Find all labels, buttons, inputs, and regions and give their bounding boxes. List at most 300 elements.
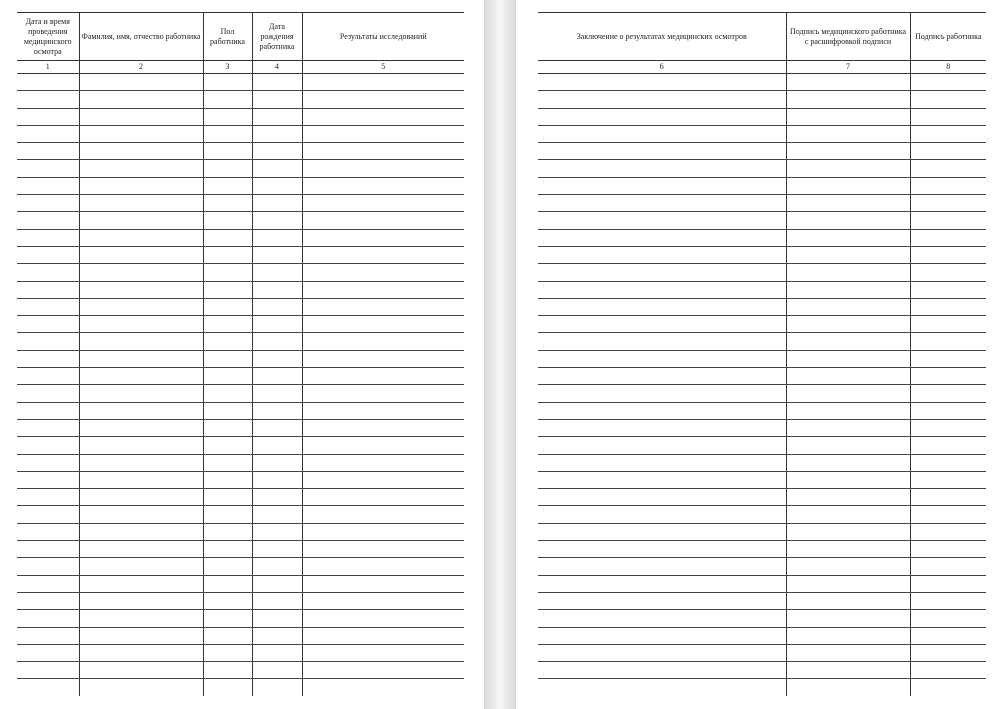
empty-cell[interactable] xyxy=(252,419,302,436)
empty-cell[interactable] xyxy=(302,454,464,471)
empty-cell[interactable] xyxy=(538,541,786,558)
table-row xyxy=(538,74,986,91)
empty-cell[interactable] xyxy=(203,125,252,142)
empty-cell[interactable] xyxy=(252,229,302,246)
empty-cell[interactable] xyxy=(786,610,910,627)
empty-cell[interactable] xyxy=(910,91,986,108)
empty-cell[interactable] xyxy=(252,662,302,679)
empty-cell[interactable] xyxy=(538,74,786,91)
empty-cell[interactable] xyxy=(786,212,910,229)
empty-cell[interactable] xyxy=(79,402,203,419)
empty-cell[interactable] xyxy=(538,246,786,263)
empty-cell[interactable] xyxy=(302,541,464,558)
empty-cell[interactable] xyxy=(79,471,203,488)
empty-cell[interactable] xyxy=(910,333,986,350)
empty-cell[interactable] xyxy=(203,298,252,315)
empty-cell[interactable] xyxy=(786,679,910,696)
empty-cell[interactable] xyxy=(252,264,302,281)
empty-cell[interactable] xyxy=(17,246,79,263)
empty-cell[interactable] xyxy=(17,281,79,298)
empty-cell[interactable] xyxy=(910,523,986,540)
empty-cell[interactable] xyxy=(17,229,79,246)
empty-cell[interactable] xyxy=(302,627,464,644)
empty-cell[interactable] xyxy=(786,385,910,402)
empty-cell[interactable] xyxy=(203,316,252,333)
empty-cell[interactable] xyxy=(17,143,79,160)
empty-cell[interactable] xyxy=(17,437,79,454)
empty-cell[interactable] xyxy=(203,402,252,419)
empty-cell[interactable] xyxy=(252,506,302,523)
empty-cell[interactable] xyxy=(910,610,986,627)
empty-cell[interactable] xyxy=(302,281,464,298)
empty-cell[interactable] xyxy=(302,125,464,142)
table-row xyxy=(17,195,464,212)
empty-cell[interactable] xyxy=(786,281,910,298)
empty-cell[interactable] xyxy=(302,558,464,575)
empty-cell[interactable] xyxy=(910,350,986,367)
empty-cell[interactable] xyxy=(910,264,986,281)
empty-cell[interactable] xyxy=(538,506,786,523)
empty-cell[interactable] xyxy=(302,298,464,315)
empty-cell[interactable] xyxy=(538,437,786,454)
empty-cell[interactable] xyxy=(302,264,464,281)
empty-cell[interactable] xyxy=(302,437,464,454)
empty-cell[interactable] xyxy=(538,610,786,627)
empty-cell[interactable] xyxy=(79,316,203,333)
empty-cell[interactable] xyxy=(910,402,986,419)
empty-cell[interactable] xyxy=(302,471,464,488)
table-row xyxy=(17,385,464,402)
empty-cell[interactable] xyxy=(79,368,203,385)
empty-cell[interactable] xyxy=(203,229,252,246)
empty-cell[interactable] xyxy=(786,523,910,540)
empty-cell[interactable] xyxy=(79,575,203,592)
empty-cell[interactable] xyxy=(79,264,203,281)
empty-cell[interactable] xyxy=(910,419,986,436)
empty-cell[interactable] xyxy=(79,454,203,471)
empty-cell[interactable] xyxy=(910,575,986,592)
empty-cell[interactable] xyxy=(302,316,464,333)
empty-cell[interactable] xyxy=(538,108,786,125)
table-row xyxy=(538,350,986,367)
empty-cell[interactable] xyxy=(203,437,252,454)
empty-cell[interactable] xyxy=(910,454,986,471)
empty-cell[interactable] xyxy=(910,229,986,246)
empty-cell[interactable] xyxy=(910,506,986,523)
empty-cell[interactable] xyxy=(79,125,203,142)
empty-cell[interactable] xyxy=(203,575,252,592)
empty-cell[interactable] xyxy=(786,402,910,419)
empty-cell[interactable] xyxy=(538,298,786,315)
empty-cell[interactable] xyxy=(786,471,910,488)
empty-cell[interactable] xyxy=(910,471,986,488)
table-row xyxy=(17,246,464,263)
empty-cell[interactable] xyxy=(252,195,302,212)
empty-cell[interactable] xyxy=(17,333,79,350)
empty-cell[interactable] xyxy=(79,558,203,575)
empty-cell[interactable] xyxy=(79,679,203,696)
empty-cell[interactable] xyxy=(17,541,79,558)
empty-cell[interactable] xyxy=(79,298,203,315)
empty-cell[interactable] xyxy=(79,91,203,108)
empty-cell[interactable] xyxy=(252,160,302,177)
empty-cell[interactable] xyxy=(79,160,203,177)
empty-cell[interactable] xyxy=(538,195,786,212)
empty-cell[interactable] xyxy=(17,402,79,419)
empty-cell[interactable] xyxy=(17,454,79,471)
empty-cell[interactable] xyxy=(252,74,302,91)
empty-cell[interactable] xyxy=(203,610,252,627)
empty-cell[interactable] xyxy=(79,350,203,367)
empty-cell[interactable] xyxy=(786,195,910,212)
empty-cell[interactable] xyxy=(17,350,79,367)
empty-cell[interactable] xyxy=(910,125,986,142)
empty-cell[interactable] xyxy=(17,558,79,575)
empty-cell[interactable] xyxy=(786,558,910,575)
empty-cell[interactable] xyxy=(786,575,910,592)
empty-cell[interactable] xyxy=(786,246,910,263)
empty-cell[interactable] xyxy=(302,644,464,661)
empty-cell[interactable] xyxy=(302,91,464,108)
empty-cell[interactable] xyxy=(538,160,786,177)
empty-cell[interactable] xyxy=(252,246,302,263)
empty-cell[interactable] xyxy=(786,662,910,679)
empty-cell[interactable] xyxy=(203,350,252,367)
empty-cell[interactable] xyxy=(252,177,302,194)
empty-cell[interactable] xyxy=(203,644,252,661)
empty-cell[interactable] xyxy=(786,627,910,644)
empty-cell[interactable] xyxy=(79,143,203,160)
empty-cell[interactable] xyxy=(538,333,786,350)
empty-cell[interactable] xyxy=(786,333,910,350)
empty-cell[interactable] xyxy=(786,437,910,454)
empty-cell[interactable] xyxy=(538,575,786,592)
empty-cell[interactable] xyxy=(910,298,986,315)
empty-cell[interactable] xyxy=(79,662,203,679)
empty-cell[interactable] xyxy=(79,74,203,91)
empty-cell[interactable] xyxy=(910,368,986,385)
empty-cell[interactable] xyxy=(302,679,464,696)
empty-cell[interactable] xyxy=(302,160,464,177)
empty-cell[interactable] xyxy=(79,541,203,558)
empty-cell[interactable] xyxy=(302,419,464,436)
empty-cell[interactable] xyxy=(786,316,910,333)
empty-cell[interactable] xyxy=(538,281,786,298)
empty-cell[interactable] xyxy=(910,177,986,194)
empty-cell[interactable] xyxy=(302,402,464,419)
empty-cell[interactable] xyxy=(203,264,252,281)
empty-cell[interactable] xyxy=(252,644,302,661)
empty-cell[interactable] xyxy=(302,662,464,679)
empty-cell[interactable] xyxy=(17,368,79,385)
empty-cell[interactable] xyxy=(786,368,910,385)
empty-cell[interactable] xyxy=(79,281,203,298)
empty-cell[interactable] xyxy=(17,385,79,402)
empty-cell[interactable] xyxy=(252,298,302,315)
empty-cell[interactable] xyxy=(302,108,464,125)
empty-cell[interactable] xyxy=(17,125,79,142)
empty-cell[interactable] xyxy=(203,679,252,696)
empty-cell[interactable] xyxy=(17,160,79,177)
empty-cell[interactable] xyxy=(17,212,79,229)
empty-cell[interactable] xyxy=(786,489,910,506)
empty-cell[interactable] xyxy=(302,229,464,246)
empty-cell[interactable] xyxy=(786,419,910,436)
empty-cell[interactable] xyxy=(538,316,786,333)
empty-cell[interactable] xyxy=(302,610,464,627)
empty-cell[interactable] xyxy=(252,212,302,229)
empty-cell[interactable] xyxy=(79,437,203,454)
empty-cell[interactable] xyxy=(17,316,79,333)
empty-cell[interactable] xyxy=(203,662,252,679)
empty-cell[interactable] xyxy=(17,195,79,212)
empty-cell[interactable] xyxy=(17,644,79,661)
empty-cell[interactable] xyxy=(252,489,302,506)
empty-cell[interactable] xyxy=(538,489,786,506)
empty-cell[interactable] xyxy=(786,592,910,609)
empty-cell[interactable] xyxy=(79,627,203,644)
empty-cell[interactable] xyxy=(910,281,986,298)
empty-cell[interactable] xyxy=(910,592,986,609)
empty-cell[interactable] xyxy=(302,489,464,506)
empty-cell[interactable] xyxy=(252,592,302,609)
empty-cell[interactable] xyxy=(786,143,910,160)
empty-cell[interactable] xyxy=(538,264,786,281)
empty-cell[interactable] xyxy=(786,91,910,108)
empty-cell[interactable] xyxy=(79,592,203,609)
empty-cell[interactable] xyxy=(17,523,79,540)
empty-cell[interactable] xyxy=(786,264,910,281)
empty-cell[interactable] xyxy=(910,385,986,402)
empty-cell[interactable] xyxy=(79,419,203,436)
empty-cell[interactable] xyxy=(910,489,986,506)
empty-cell[interactable] xyxy=(17,91,79,108)
empty-cell[interactable] xyxy=(17,419,79,436)
empty-cell[interactable] xyxy=(203,333,252,350)
empty-cell[interactable] xyxy=(79,195,203,212)
empty-cell[interactable] xyxy=(538,592,786,609)
empty-cell[interactable] xyxy=(786,454,910,471)
empty-cell[interactable] xyxy=(17,592,79,609)
empty-cell[interactable] xyxy=(252,125,302,142)
empty-cell[interactable] xyxy=(910,212,986,229)
empty-cell[interactable] xyxy=(786,644,910,661)
empty-cell[interactable] xyxy=(538,523,786,540)
empty-cell[interactable] xyxy=(203,489,252,506)
empty-cell[interactable] xyxy=(203,246,252,263)
empty-cell[interactable] xyxy=(786,125,910,142)
empty-cell[interactable] xyxy=(538,644,786,661)
empty-cell[interactable] xyxy=(17,575,79,592)
empty-cell[interactable] xyxy=(79,229,203,246)
empty-cell[interactable] xyxy=(252,471,302,488)
empty-cell[interactable] xyxy=(302,212,464,229)
empty-cell[interactable] xyxy=(203,506,252,523)
empty-cell[interactable] xyxy=(79,333,203,350)
empty-cell[interactable] xyxy=(538,350,786,367)
table-row xyxy=(538,662,986,679)
empty-cell[interactable] xyxy=(79,212,203,229)
empty-cell[interactable] xyxy=(302,575,464,592)
empty-cell[interactable] xyxy=(17,471,79,488)
empty-cell[interactable] xyxy=(252,575,302,592)
empty-cell[interactable] xyxy=(252,679,302,696)
empty-cell[interactable] xyxy=(79,177,203,194)
empty-cell[interactable] xyxy=(17,506,79,523)
empty-cell[interactable] xyxy=(203,212,252,229)
empty-cell[interactable] xyxy=(252,437,302,454)
empty-cell[interactable] xyxy=(203,91,252,108)
empty-cell[interactable] xyxy=(786,298,910,315)
empty-cell[interactable] xyxy=(79,108,203,125)
empty-cell[interactable] xyxy=(203,471,252,488)
empty-cell[interactable] xyxy=(252,627,302,644)
empty-cell[interactable] xyxy=(79,489,203,506)
empty-cell[interactable] xyxy=(538,454,786,471)
empty-cell[interactable] xyxy=(203,160,252,177)
table-row xyxy=(17,454,464,471)
empty-cell[interactable] xyxy=(17,177,79,194)
empty-cell[interactable] xyxy=(538,662,786,679)
empty-cell[interactable] xyxy=(203,454,252,471)
empty-cell[interactable] xyxy=(17,489,79,506)
empty-cell[interactable] xyxy=(786,160,910,177)
empty-cell[interactable] xyxy=(910,108,986,125)
empty-cell[interactable] xyxy=(203,143,252,160)
empty-cell[interactable] xyxy=(203,419,252,436)
empty-cell[interactable] xyxy=(538,177,786,194)
empty-cell[interactable] xyxy=(17,662,79,679)
empty-cell[interactable] xyxy=(786,177,910,194)
empty-cell[interactable] xyxy=(538,143,786,160)
empty-cell[interactable] xyxy=(910,160,986,177)
empty-cell[interactable] xyxy=(910,143,986,160)
empty-cell[interactable] xyxy=(910,541,986,558)
empty-cell[interactable] xyxy=(252,368,302,385)
empty-cell[interactable] xyxy=(203,368,252,385)
empty-cell[interactable] xyxy=(252,402,302,419)
empty-cell[interactable] xyxy=(302,385,464,402)
empty-cell[interactable] xyxy=(203,541,252,558)
empty-cell[interactable] xyxy=(79,506,203,523)
empty-cell[interactable] xyxy=(910,627,986,644)
empty-cell[interactable] xyxy=(252,350,302,367)
empty-cell[interactable] xyxy=(910,679,986,696)
empty-cell[interactable] xyxy=(538,419,786,436)
empty-cell[interactable] xyxy=(203,281,252,298)
empty-cell[interactable] xyxy=(17,627,79,644)
empty-cell[interactable] xyxy=(203,627,252,644)
empty-cell[interactable] xyxy=(252,91,302,108)
empty-cell[interactable] xyxy=(17,74,79,91)
empty-cell[interactable] xyxy=(538,471,786,488)
empty-cell[interactable] xyxy=(79,610,203,627)
empty-cell[interactable] xyxy=(786,541,910,558)
empty-cell[interactable] xyxy=(910,195,986,212)
empty-cell[interactable] xyxy=(252,333,302,350)
empty-cell[interactable] xyxy=(252,610,302,627)
empty-cell[interactable] xyxy=(302,246,464,263)
empty-cell[interactable] xyxy=(910,662,986,679)
empty-cell[interactable] xyxy=(910,316,986,333)
empty-cell[interactable] xyxy=(79,523,203,540)
empty-cell[interactable] xyxy=(786,350,910,367)
empty-cell[interactable] xyxy=(203,74,252,91)
column-number: 1 xyxy=(17,61,79,74)
empty-cell[interactable] xyxy=(252,385,302,402)
empty-cell[interactable] xyxy=(538,212,786,229)
table-row xyxy=(17,350,464,367)
empty-cell[interactable] xyxy=(203,385,252,402)
empty-cell[interactable] xyxy=(79,644,203,661)
empty-cell[interactable] xyxy=(252,316,302,333)
empty-cell[interactable] xyxy=(17,108,79,125)
empty-cell[interactable] xyxy=(203,592,252,609)
empty-cell[interactable] xyxy=(252,454,302,471)
empty-cell[interactable] xyxy=(538,385,786,402)
empty-cell[interactable] xyxy=(17,264,79,281)
empty-cell[interactable] xyxy=(538,368,786,385)
empty-cell[interactable] xyxy=(252,558,302,575)
empty-cell[interactable] xyxy=(910,74,986,91)
empty-cell[interactable] xyxy=(252,143,302,160)
empty-cell[interactable] xyxy=(302,177,464,194)
empty-cell[interactable] xyxy=(203,108,252,125)
empty-cell[interactable] xyxy=(252,108,302,125)
empty-cell[interactable] xyxy=(786,108,910,125)
empty-cell[interactable] xyxy=(786,506,910,523)
table-row xyxy=(17,471,464,488)
empty-cell[interactable] xyxy=(203,523,252,540)
empty-cell[interactable] xyxy=(302,333,464,350)
empty-cell[interactable] xyxy=(910,644,986,661)
empty-cell[interactable] xyxy=(786,74,910,91)
empty-cell[interactable] xyxy=(910,558,986,575)
empty-cell[interactable] xyxy=(538,627,786,644)
empty-cell[interactable] xyxy=(910,246,986,263)
empty-cell[interactable] xyxy=(79,246,203,263)
empty-cell[interactable] xyxy=(302,350,464,367)
empty-cell[interactable] xyxy=(203,177,252,194)
empty-cell[interactable] xyxy=(302,368,464,385)
empty-cell[interactable] xyxy=(17,679,79,696)
empty-cell[interactable] xyxy=(302,506,464,523)
empty-cell[interactable] xyxy=(302,523,464,540)
empty-cell[interactable] xyxy=(538,229,786,246)
empty-cell[interactable] xyxy=(252,281,302,298)
empty-cell[interactable] xyxy=(302,74,464,91)
empty-cell[interactable] xyxy=(538,125,786,142)
empty-cell[interactable] xyxy=(203,195,252,212)
empty-cell[interactable] xyxy=(17,610,79,627)
empty-cell[interactable] xyxy=(786,229,910,246)
empty-cell[interactable] xyxy=(538,91,786,108)
empty-cell[interactable] xyxy=(79,385,203,402)
empty-cell[interactable] xyxy=(538,402,786,419)
empty-cell[interactable] xyxy=(538,679,786,696)
empty-cell[interactable] xyxy=(302,592,464,609)
empty-cell[interactable] xyxy=(252,523,302,540)
empty-cell[interactable] xyxy=(910,437,986,454)
empty-cell[interactable] xyxy=(302,143,464,160)
column-number: 6 xyxy=(538,61,786,74)
empty-cell[interactable] xyxy=(203,558,252,575)
empty-cell[interactable] xyxy=(17,298,79,315)
empty-cell[interactable] xyxy=(252,541,302,558)
empty-cell[interactable] xyxy=(302,195,464,212)
empty-cell[interactable] xyxy=(538,558,786,575)
table-row xyxy=(538,402,986,419)
